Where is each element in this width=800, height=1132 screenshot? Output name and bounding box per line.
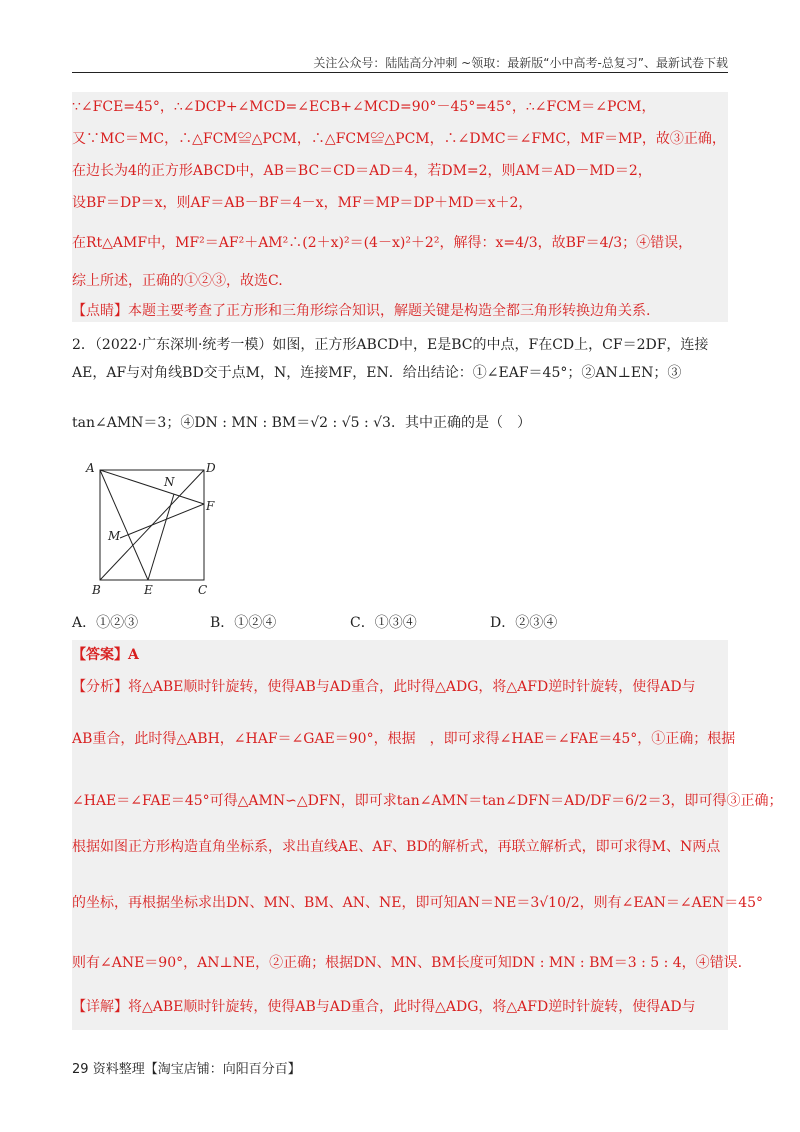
header-divider — [72, 72, 728, 73]
solution-line-3: 在边长为4的正方形ABCD中，AB＝BC＝CD＝AD＝4，若DM=2，则AM＝AD－MD＝2， — [72, 163, 652, 179]
solution-line-6: 综上所述，正确的①②③，故选C. — [72, 273, 283, 289]
footer-text: 资料整理【淘宝店铺：向阳百分百】 — [92, 1062, 301, 1077]
analysis-line-6: 则有∠ANE＝90°，AN⊥NE，②正确；根据DN、MN、BM长度可知DN : MN : BM＝3 : 5 : 4，④错误. — [72, 955, 743, 971]
solution-line-5: 在Rt△AMF中，MF²＝AF²＋AM²∴(2＋x)²＝(4－x)²＋2²，解得：x=4/3，故BF＝4/3；④错误， — [72, 235, 693, 251]
analysis-line-2: AB重合，此时得△ABH，∠HAF＝∠GAE＝90°，根据 ，即可求得∠HAE＝∠FAE＝45°，①正确；根据 — [72, 731, 736, 747]
label-f: F — [206, 499, 215, 513]
label-m: M — [108, 529, 121, 543]
solution-line-2: 又∵MC＝MC，∴△FCM≌△PCM，∴△FCM≌△PCM，∴∠DMC＝∠FMC，MF＝MP，故③正确， — [72, 131, 726, 147]
analysis-line-3: ∠HAE＝∠FAE＝45°可得△AMN∽△DFN，即可求tan∠AMN＝tan∠DFN＝AD/DF＝6/2＝3，即可得③正确； — [72, 793, 783, 809]
page-footer — [72, 1058, 301, 1077]
analysis-line-4: 根据如图正方形构造直角坐标系，求出直线AE、AF、BD的解析式，再联立解析式，即可求得M、N两点 — [72, 839, 721, 855]
page-number: 29 — [72, 1062, 89, 1077]
analysis-line-1: 【分析】将△ABE顺时针旋转，使得AB与AD重合，此时得△ADG，将△AFD逆时针旋转，使得AD与 — [72, 679, 696, 695]
label-b: B — [92, 583, 101, 597]
question-line-2: AE，AF与对角线BD交于点M，N，连接MF，EN．给出结论：①∠EAF＝45°；②AN⊥EN；③ — [72, 365, 682, 381]
option-d: D．②③④ — [490, 615, 558, 631]
label-a: A — [86, 461, 95, 475]
solution-tip: 【点睛】本题主要考查了正方形和三角形综合知识，解题关键是构造全都三角形转换边角关系. — [72, 303, 651, 319]
option-b: B．①②④ — [210, 615, 277, 631]
solution-line-1: ∵∠FCE=45°，∴∠DCP+∠MCD=∠ECB+∠MCD=90°－45°=45°，∴∠FCM＝∠PCM， — [72, 99, 656, 115]
option-c: C．①③④ — [350, 615, 417, 631]
label-n: N — [164, 475, 175, 489]
page-header: 关注公众号：陆陆高分冲刺 ~领取：最新版“小中高考-总复习”、最新试卷下载 — [313, 56, 728, 70]
label-d: D — [206, 461, 216, 475]
label-c: C — [198, 583, 208, 597]
question-line-3: tan∠AMN＝3；④DN : MN : BM＝√2 : √5 : √3．其中正确的是（ ） — [72, 415, 531, 431]
label-e: E — [144, 583, 153, 597]
option-a: A．①②③ — [72, 615, 139, 631]
geometry-figure — [82, 458, 222, 598]
analysis-line-5: 的坐标，再根据坐标求出DN、MN、BM、AN、NE，即可知AN＝NE＝3√10/2，则有∠EAN＝∠AEN＝45° — [72, 895, 764, 911]
answer-line: 【答案】A — [72, 647, 139, 663]
segment-en — [148, 494, 174, 580]
segment-ae — [100, 470, 148, 580]
question-line-1: 2．（2022·广东深圳·统考一模）如图，正方形ABCD中，E是BC的中点，F在CD上，CF＝2DF，连接 — [72, 337, 709, 353]
solution-line-4: 设BF＝DP＝x，则AF＝AB－BF＝4－x，MF＝MP＝DP＋MD＝x＋2， — [72, 195, 533, 211]
analysis-line-7: 【详解】将△ABE顺时针旋转，使得AB与AD重合，此时得△ADG，将△AFD逆时针旋转，使得AD与 — [72, 999, 696, 1015]
